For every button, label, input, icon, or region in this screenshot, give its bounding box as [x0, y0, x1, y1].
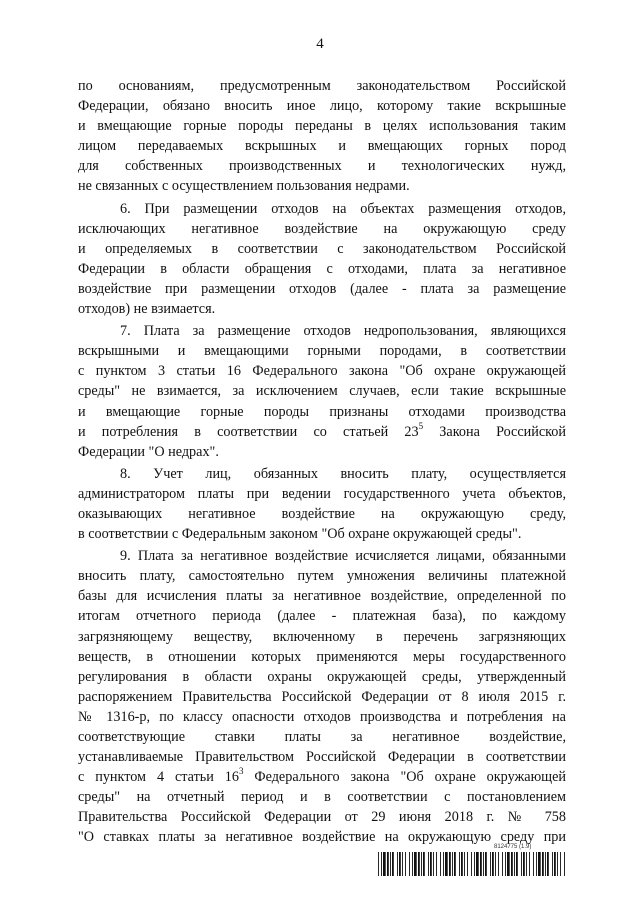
text-line: распоряжением Правительства Российской Федерации от 8 июля 2015 г.: [78, 688, 566, 705]
text-line: не связанных с осуществлением пользования недрами.: [78, 178, 410, 195]
barcode-bar: [397, 852, 398, 876]
barcode-bar: [511, 852, 513, 876]
text-line: 9. Плата за негативное воздействие исчисляется лицами, обязанными: [120, 548, 566, 565]
text-line: по основаниям, предусмотренным законодательством Российской: [78, 78, 566, 94]
text-line: для собственных производственных и технологических нужд,: [78, 158, 566, 175]
text-fragment: Закона Российской: [423, 423, 566, 440]
barcode-bar: [421, 852, 422, 876]
barcode-bar: [430, 852, 432, 876]
barcode-bar: [423, 852, 425, 876]
paragraph-1: [78, 76, 566, 197]
barcode-bar: [449, 852, 451, 876]
barcode-bar: [454, 852, 456, 876]
barcode-bar: [483, 852, 484, 876]
barcode-bar: [495, 852, 496, 876]
barcode-bar: [445, 852, 448, 876]
barcode-bar: [428, 852, 429, 876]
text-line: и вмещающие горные породы признаны отходами производства: [78, 403, 566, 420]
text-line: устанавливаемые Правительством Российской Федерации в соответствии: [78, 749, 566, 766]
barcode-bar: [474, 852, 475, 876]
barcode-bar: [459, 852, 460, 876]
superscript: 5: [418, 420, 424, 431]
text-line: оказывающих негативное воздействие на окружающую среду,: [78, 505, 566, 522]
barcode-bar: [409, 852, 410, 876]
barcode-bar: [461, 852, 463, 876]
barcode-bar: [485, 852, 487, 876]
text-line: вскрышными и вмещающими горными породами, в соответствии: [78, 343, 566, 360]
text-line: и определяемых в соответствии с законодательством Российской: [78, 240, 566, 257]
barcode-bar: [476, 852, 479, 876]
text-line: итогам отчетного периода (далее - платежная база), по каждому: [78, 608, 566, 625]
paragraph-item-8: [78, 464, 566, 544]
barcode-bar: [542, 852, 544, 876]
barcode-bar: [433, 852, 434, 876]
barcode-bar: [547, 852, 549, 876]
barcode-bar: [538, 852, 541, 876]
text-line: исключающих негативное воздействие на окружающую среду: [78, 220, 566, 237]
barcode-bar: [418, 852, 420, 876]
text-line: [78, 422, 566, 442]
text-line: базы для исчисления платы за негативное воздействие, определенной по: [78, 588, 566, 605]
barcode-bar: [545, 852, 546, 876]
barcode-bar: [492, 852, 494, 876]
barcode-bar: [523, 852, 525, 876]
text-line: вносить плату, самостоятельно путем умножения величины платежной: [78, 568, 566, 585]
text-line: среды" на отчетный период и в соответствии с постановлением: [78, 789, 566, 806]
text-line: с пунктом 3 статьи 16 Федерального закона "Об охране окружающей: [78, 363, 566, 380]
barcode-bar: [464, 852, 465, 876]
text-line: 6. При размещении отходов на объектах размещения отходов,: [120, 200, 566, 217]
page-number: 4: [316, 36, 324, 52]
document-code: 8124775 (1.9): [494, 844, 532, 850]
text-line: среды" не взимается, за исключением случаев, если такие вскрышные: [78, 383, 566, 400]
barcode-bar: [387, 852, 389, 876]
barcode-bar: [443, 852, 444, 876]
text-fragment: с пунктом 4 статьи 16: [78, 769, 239, 786]
text-line: 7. Плата за размещение отходов недропользования, являющихся: [120, 323, 566, 340]
barcode-bar: [507, 852, 510, 876]
text-line: соответствующие ставки платы за негативное воздействие,: [78, 729, 566, 745]
barcode-bar: [552, 852, 553, 876]
barcode-bar: [564, 852, 565, 876]
superscript: 3: [238, 766, 244, 777]
text-line: загрязняющему веществу, включенному в перечень загрязняющих: [78, 628, 566, 645]
barcode-bar: [480, 852, 482, 876]
text-line: [78, 767, 566, 787]
barcode-bar: [390, 852, 391, 876]
text-fragment: Федерального закона "Об охране окружающей: [243, 769, 566, 786]
barcode-bar: [505, 852, 506, 876]
text-line: "О ставках платы за негативное воздействие на окружающую среду при: [78, 829, 566, 846]
text-fragment: и потребления в соответствии со статьей 23: [78, 423, 419, 440]
text-line: в соответствии с Федеральным законом "Об охране окружающей среды".: [78, 526, 522, 543]
barcode-bar: [392, 852, 394, 876]
barcode-bar: [402, 852, 403, 876]
barcode-bar: [557, 852, 558, 876]
text-line: 8. Учет лиц, обязанных вносить плату, осуществляется: [120, 465, 566, 482]
barcode-bar: [514, 852, 515, 876]
barcode-bar: [378, 852, 379, 876]
text-line: Федерации "О недрах".: [78, 443, 219, 460]
paragraph-item-7: [78, 321, 566, 462]
barcode-bar: [399, 852, 401, 876]
text-line: администратором платы при ведении государственного учета объектов,: [78, 485, 566, 502]
barcode-bar: [498, 852, 499, 876]
barcode-bar: [521, 852, 522, 876]
text-line: и вмещающие горные породы переданы в целях использования таким: [78, 118, 566, 135]
barcode-bar: [490, 852, 491, 876]
barcode-bar: [452, 852, 453, 876]
text-line: Федерации в области обращения с отходами, плата за негативное: [78, 260, 566, 277]
paragraph-item-9: [78, 546, 566, 847]
text-line: веществ, в отношении которых применяются меры государственного: [78, 648, 566, 665]
barcode-bar: [412, 852, 413, 876]
text-line: Правительства Российской Федерации от 29 июня 2018 г. № 758: [78, 809, 566, 826]
barcode-bar: [502, 852, 503, 876]
text-line: № 1316-р, по классу опасности отходов производства и потребления на: [78, 708, 566, 725]
barcode-bar: [529, 852, 530, 876]
text-line: отходов) не взимается.: [78, 301, 216, 318]
barcode-bar: [414, 852, 417, 876]
barcode-bar: [383, 852, 386, 876]
barcode-bar: [405, 852, 406, 876]
barcode-bar: [526, 852, 527, 876]
barcode-bar: [381, 852, 382, 876]
barcode-bar: [436, 852, 437, 876]
barcode-bar: [560, 852, 561, 876]
text-line: Федерации, обязано вносить иное лицо, которому такие вскрышные: [78, 98, 566, 115]
text-line: лицом передаваемых вскрышных и вмещающих горных пород: [78, 138, 566, 155]
barcode-bar: [440, 852, 441, 876]
text-line: воздействие при размещении отходов (далее - плата за размещение: [78, 280, 566, 297]
document-body: [78, 76, 566, 850]
barcode-bar: [536, 852, 537, 876]
paragraph-item-6: [78, 199, 566, 320]
text-line: регулирования в области охраны окружающей среды, утвержденный: [78, 668, 566, 685]
barcode-bar: [533, 852, 534, 876]
barcode-icon: [378, 852, 568, 876]
barcode-bar: [554, 852, 556, 876]
barcode-bar: [471, 852, 472, 876]
barcode-bar: [467, 852, 468, 876]
barcode-bar: [516, 852, 518, 876]
